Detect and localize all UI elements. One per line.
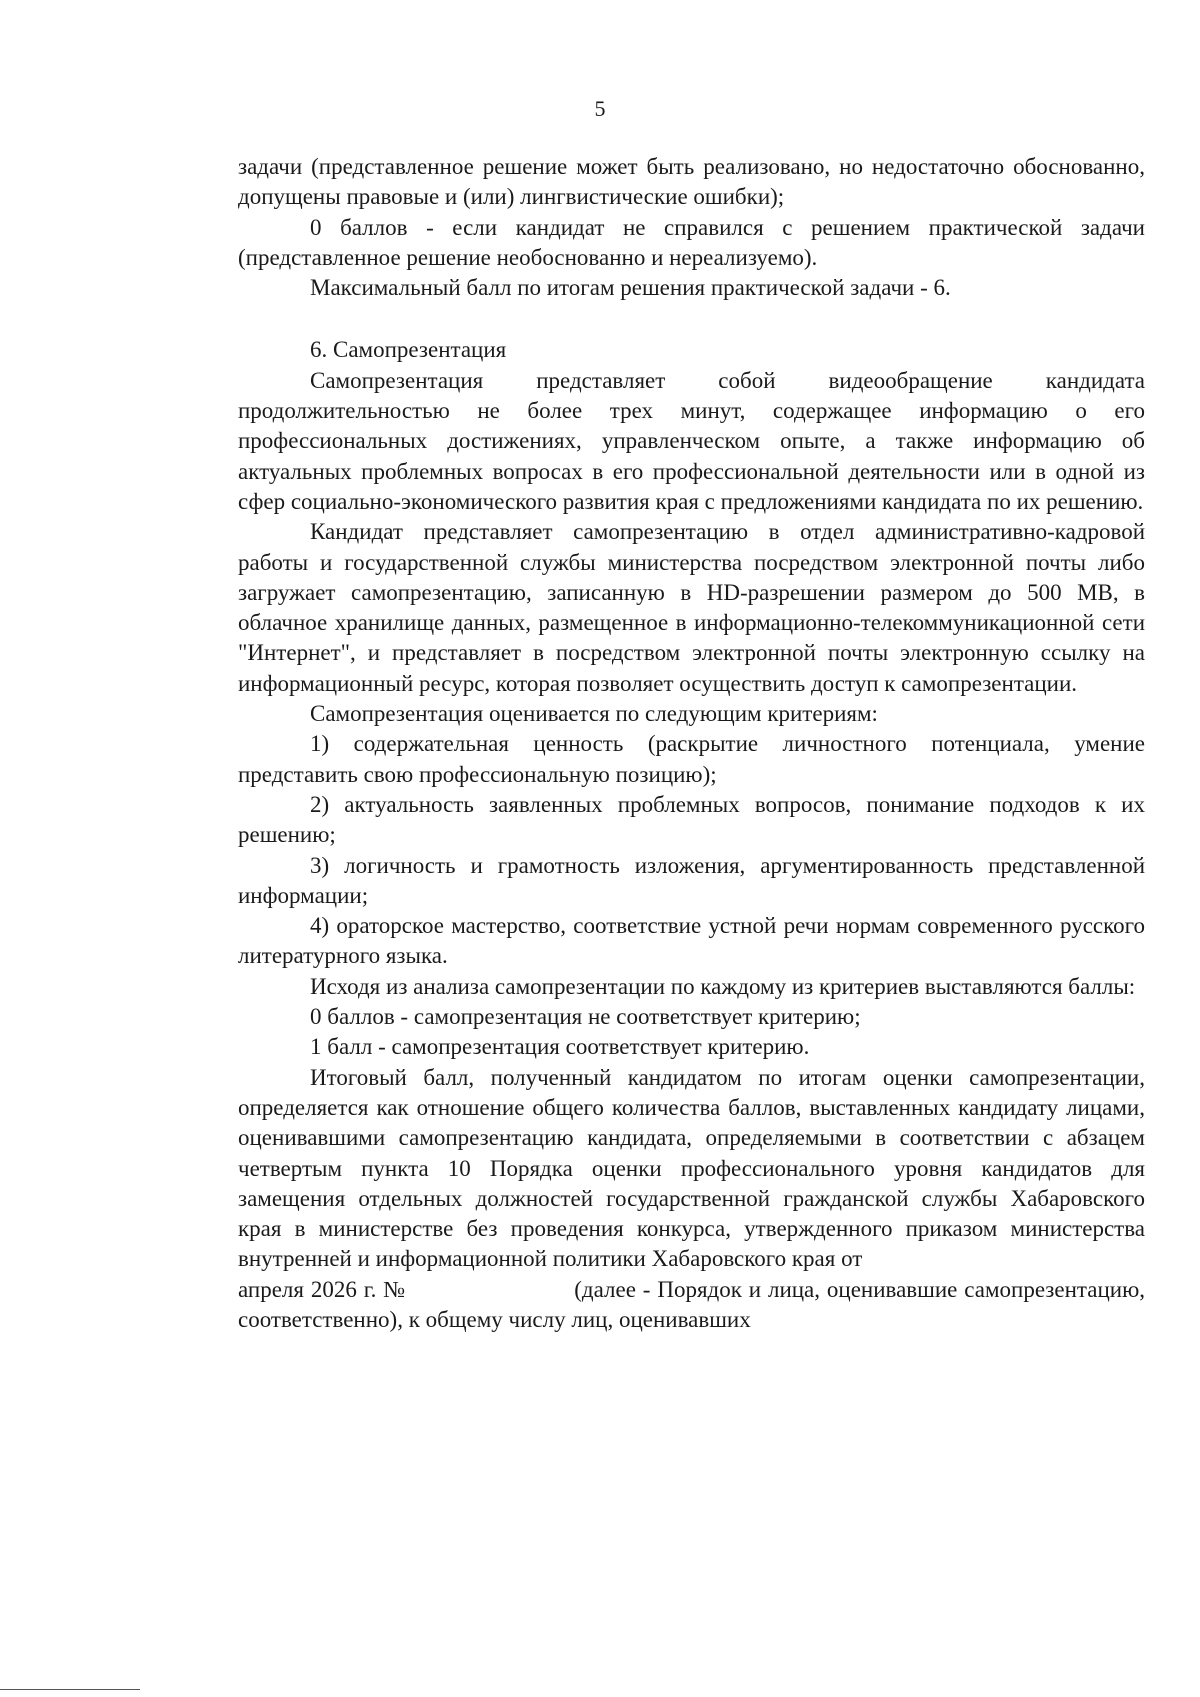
- document-body: [238, 152, 1145, 1335]
- paragraph: Максимальный балл по итогам решения практической задачи - 6.: [310, 275, 951, 301]
- paragraph: Самопрезентация оценивается по следующим критериям:: [310, 701, 878, 727]
- paragraph: 1 балл - самопрезентация соответствует критерию.: [310, 1034, 810, 1060]
- paragraph: Самопрезентация представляет собой видеообращение кандидата продолжительностью не более трех минут, содержащее информацию о его профессиональных достижениях, управленческом опыте, а также информацию об актуальных проблемных вопросах в его профессиональной деятельности или в одной из сфер социально-экономического развития края с предложениями кандидата по их решению.: [238, 367, 1145, 514]
- paragraph: Итоговый балл, полученный кандидатом по итогам оценки самопрезентации, определяется как отношение общего количества баллов, выставленных кандидату лицами, оценивавшими самопрезентацию кандидата, определяемыми в соответствии с абзацем четвертым пункта 10 Порядка оценки профессионального уровня кандидатов для замещения отдельных должностей государственной гражданской службы Хабаровского края в министерстве без проведения конкурса, утвержденного приказом министерства внутренней и информационной политики Хабаровского края от: [238, 1064, 1145, 1272]
- date-prefix: апреля 2026 г. №: [238, 1276, 407, 1302]
- list-item: 1) содержательная ценность (раскрытие личностного потенциала, умение представить свою профессиональную позицию);: [238, 731, 1145, 787]
- paragraph: 0 баллов - самопрезентация не соответствует критерию;: [310, 1004, 861, 1030]
- paragraph: Исходя из анализа самопрезентации по каждому из критериев выставляются баллы:: [310, 973, 1136, 999]
- section-heading: 6. Самопрезентация: [310, 337, 507, 363]
- paragraph-tail: (далее - Порядок и лица, оценивавшие самопрезентацию, соответственно), к общему числу лиц, оценивавших: [238, 1276, 1145, 1332]
- list-item: 3) логичность и грамотность изложения, аргументированность представленной информации;: [238, 852, 1145, 908]
- paragraph: Кандидат представляет самопрезентацию в отдел административно-кадровой работы и государственной службы министерства посредством электронной почты либо загружает самопрезентацию, записанную в HD-разрешении размером до 500 МВ, в облачное хранилище данных, размещенное в информационно-телекоммуникационной сети "Интернет", и представляет в посредством электронной почты электронную ссылку на информационный ресурс, которая позволяет осуществить доступ к самопрезентации.: [238, 519, 1145, 696]
- scan-edge-line: [0, 1689, 140, 1690]
- list-item: 2) актуальность заявленных проблемных вопросов, понимание подходов к их решению;: [238, 791, 1145, 848]
- paragraph: 0 баллов - если кандидат не справился с решением практической задачи (представленное решение необоснованно и нереализуемо).: [238, 214, 1145, 270]
- list-item: 4) ораторское мастерство, соответствие устной речи нормам современного русского литературного языка.: [238, 913, 1145, 969]
- paragraph: задачи (представленное решение может быть реализовано, но недостаточно обоснованно, допущены правовые и (или) лингвистические ошибки);: [238, 154, 1145, 210]
- page-number: 5: [594, 96, 606, 121]
- paragraph-last: [238, 1275, 1145, 1336]
